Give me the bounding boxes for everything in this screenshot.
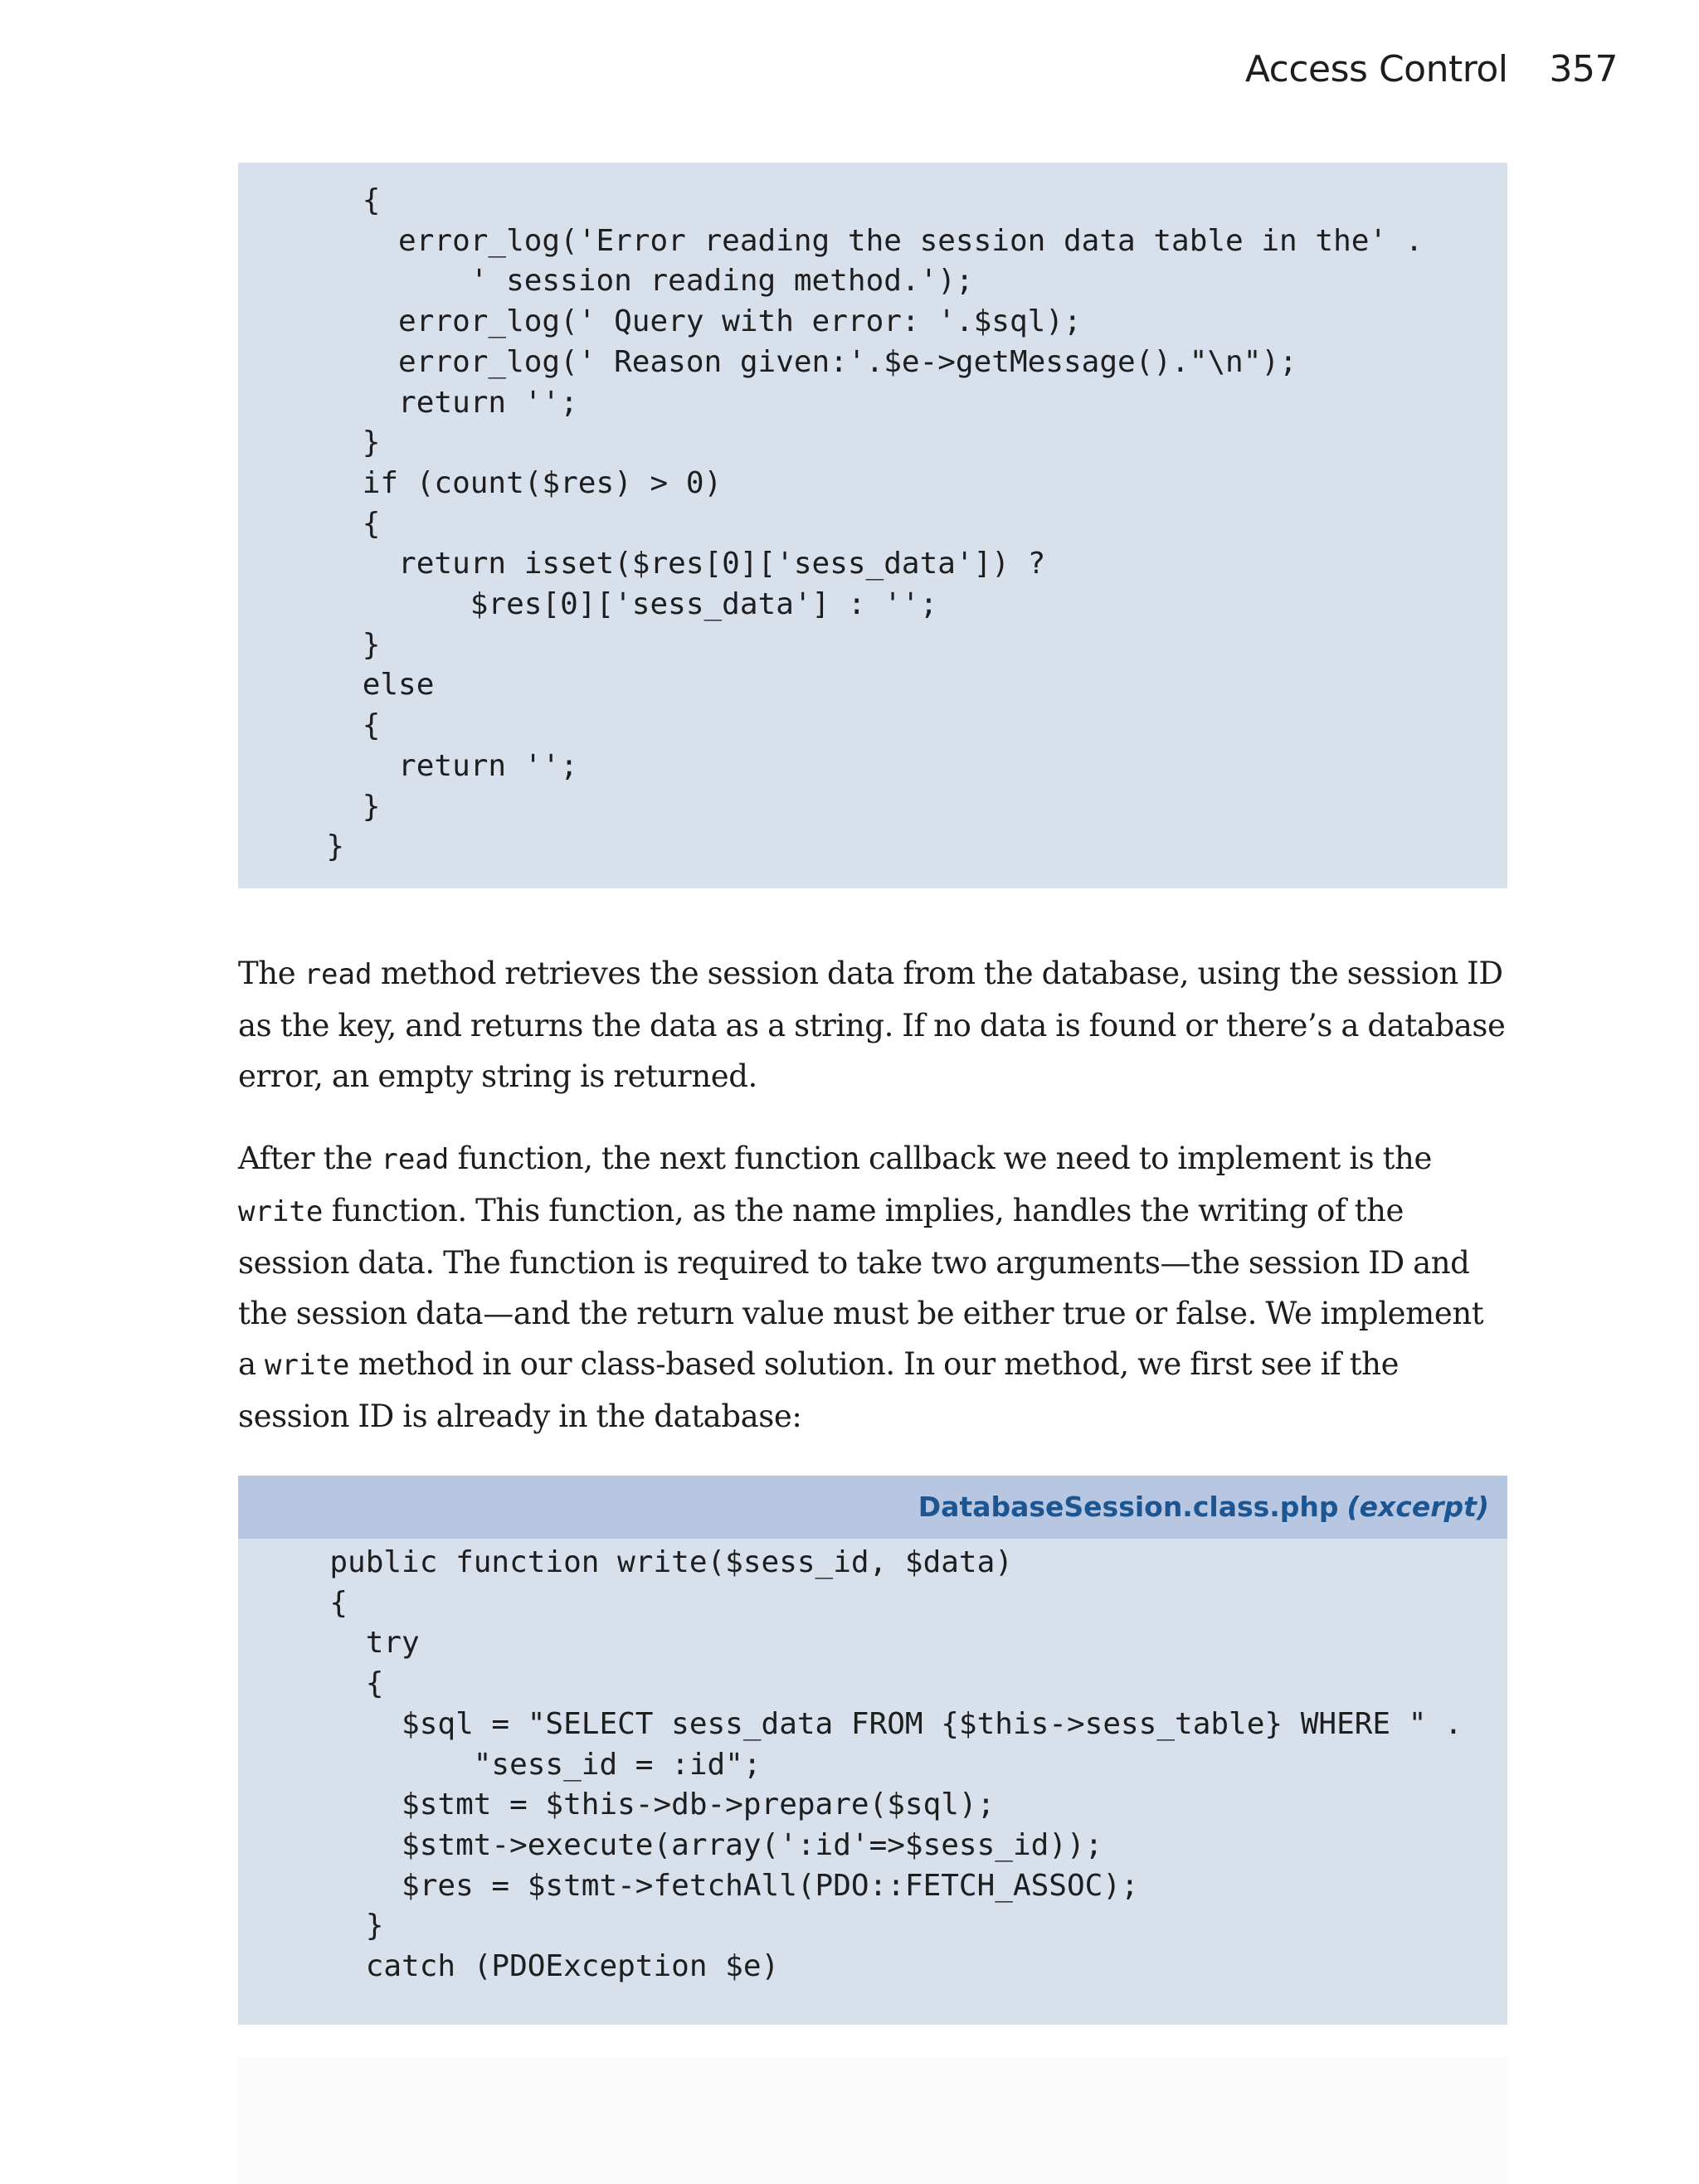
code-listing-read-method	[238, 163, 1507, 888]
prose-text: The	[238, 956, 304, 991]
code-listing-header	[238, 1476, 1507, 1539]
prose-text: function. This function, as the name implies, handles the writing of the session data. The function is required to take two arguments—the session ID and the session data—and the return value must be either true or false. We implement a	[238, 1193, 1484, 1382]
page-bottom-shade	[238, 2057, 1507, 2184]
inline-code: read	[381, 1143, 450, 1176]
section-title: Access Control	[1244, 48, 1508, 90]
prose-text: function, the next function callback we need to implement is the	[449, 1141, 1432, 1176]
running-head	[1245, 48, 1618, 90]
page-number: 357	[1549, 48, 1618, 90]
code-filename: DatabaseSession.class.php	[918, 1491, 1339, 1523]
paragraph-write-method	[238, 1133, 1507, 1442]
code-text: { error_log('Error reading the session data table in the' . ' session reading method.'); error_log(' Query with error: '.$sql); error_log(' Reason given:'.$e->getMessage()."\n"); return ''; } if (count($res) > 0) { return isset($res[0]['sess_data']) ? $res[0]['sess_data'] : ''; } else { return ''; } }	[326, 183, 1424, 864]
prose-text: method retrieves the session data from the database, using the session ID as the key, and returns the data as a string. If no data is found or there’s a database error, an empty string is returned.	[238, 956, 1506, 1094]
paragraph-read-method	[238, 948, 1507, 1102]
inline-code: write	[238, 1195, 324, 1228]
inline-code: read	[304, 958, 372, 991]
code-excerpt-note: (excerpt)	[1346, 1491, 1489, 1523]
inline-code: write	[265, 1349, 350, 1382]
code-listing-write-method	[238, 1476, 1507, 2025]
prose-text: After the	[238, 1141, 382, 1176]
code-text: public function write($sess_id, $data) { try { $sql = "SELECT sess_data FROM {$this->sess_table} WHERE " . "sess_id = :id"; $stmt = $this->db->prepare($sql); $stmt->execute(array(':id'=>$sess_id)); $res = $stmt->fetchAll(PDO::FETCH_ASSOC); } catch (PDOException $e)	[329, 1545, 1463, 1984]
prose-text: method in our class-based solution. In our method, we first see if the session ID is already in the database:	[238, 1346, 1400, 1434]
